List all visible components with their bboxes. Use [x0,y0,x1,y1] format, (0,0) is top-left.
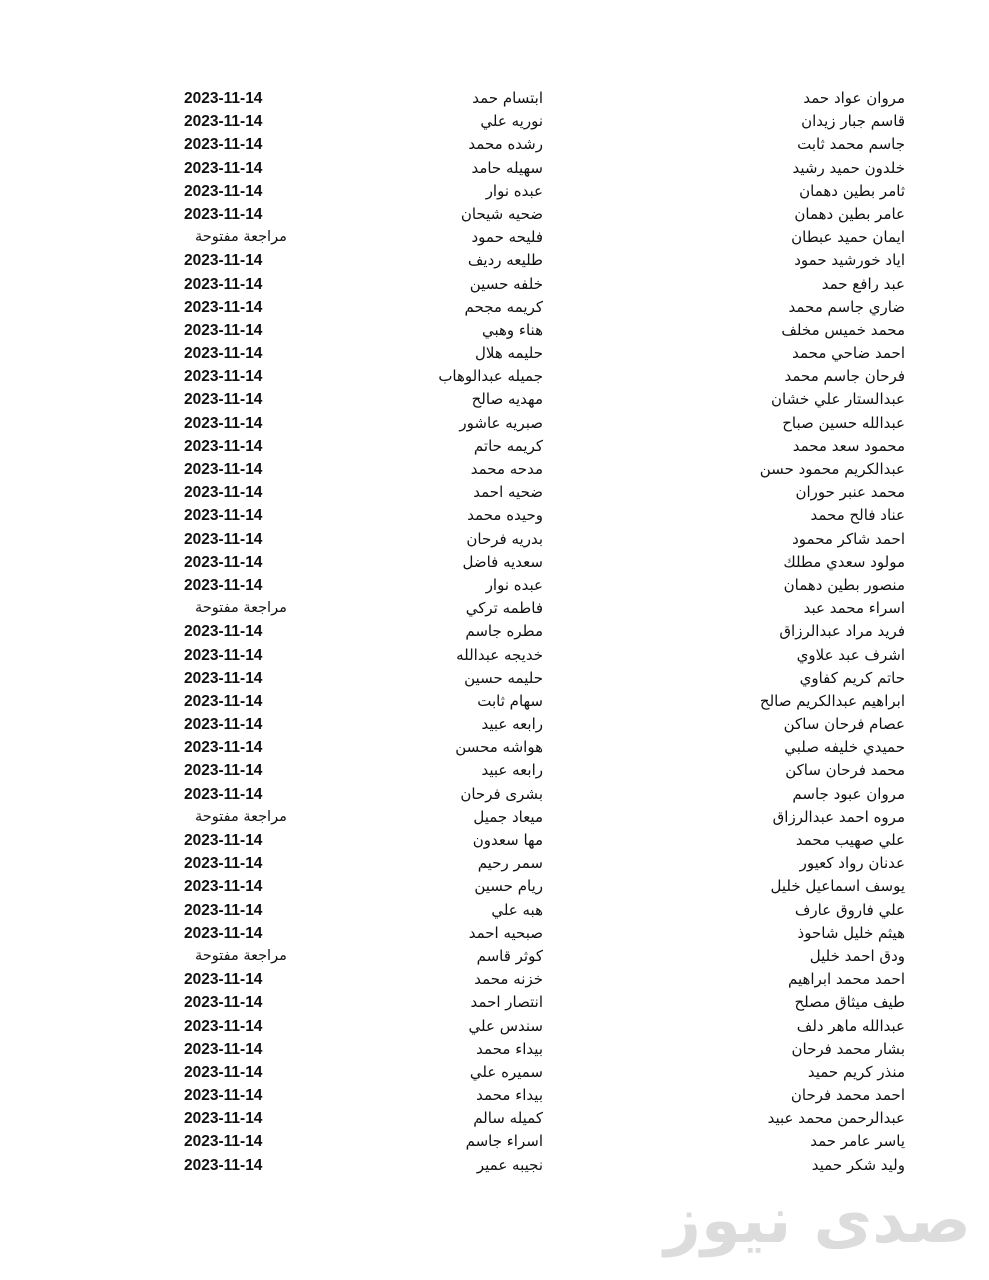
review-date: 2023-11-14 [184,159,263,177]
review-date: 2023-11-14 [184,669,263,687]
table-row [0,806,989,829]
table-row [0,388,989,411]
person-name: عصام فرحان ساكن [783,715,905,734]
mother-name: مهديه صالح [471,390,543,409]
table-row [0,899,989,922]
review-date: 2023-11-14 [184,901,263,919]
mother-name: مها سعدون [472,831,543,849]
table-row [0,273,989,296]
review-date: 2023-11-14 [184,1087,263,1105]
table-row [0,1038,989,1061]
person-name: عبد رافع حمد [821,274,905,293]
review-date: 2023-11-14 [184,345,263,363]
table-row [0,226,989,249]
mother-name: كميله سالم [473,1109,543,1128]
review-date: 2023-11-14 [184,113,263,131]
table-row [0,458,989,481]
review-date: 2023-11-14 [184,368,263,386]
mother-name: بدريه فرحان [466,529,543,548]
mother-name: طليعه رديف [467,251,543,270]
review-status: مراجعة مفتوحة [195,229,287,246]
mother-name: كريمه مجحم [464,297,543,316]
table-row [0,783,989,806]
mother-name: خديجه عبدالله [456,645,543,664]
person-name: محمد عنبر حوران [795,483,905,502]
table-row [0,528,989,551]
table-row [0,667,989,690]
table-row [0,574,989,597]
mother-name: عبده نوار [485,575,543,594]
table-row [0,203,989,226]
review-date: 2023-11-14 [184,762,263,780]
mother-name: حليمه هلال [474,344,543,363]
person-name: ياسر عامر حمد [810,1132,905,1151]
table-row [0,157,989,180]
review-status: مراجعة مفتوحة [195,808,287,825]
person-name: طيف ميثاق مصلح [794,993,905,1012]
table-row [0,922,989,945]
review-date: 2023-11-14 [184,530,263,548]
review-date: 2023-11-14 [184,924,263,942]
person-name: عبدالله ماهر دلف [796,1016,905,1035]
person-name: عبدالله حسين صباح [782,413,905,432]
table-row [0,1015,989,1038]
review-date: 2023-11-14 [184,1063,263,1081]
table-row [0,713,989,736]
person-name: علي فاروق عارف [794,900,905,919]
review-date: 2023-11-14 [184,1156,263,1174]
mother-name: رابعه عبيد [481,761,543,780]
review-date: 2023-11-14 [184,461,263,478]
person-name: مروه احمد عبدالرزاق [772,807,905,826]
mother-name: صبريه عاشور [459,413,543,432]
review-date: 2023-11-14 [184,785,263,803]
review-date: 2023-11-14 [184,646,263,664]
person-name: يوسف اسماعيل خليل [770,877,905,896]
table-row [0,133,989,156]
person-name: عامر بطين دهمان [794,204,905,223]
review-date: 2023-11-14 [184,205,263,223]
review-date: 2023-11-14 [184,90,263,107]
review-date: 2023-11-14 [184,1133,263,1151]
review-date: 2023-11-14 [184,994,263,1012]
mother-name: وحيده محمد [467,506,543,525]
review-date: 2023-11-14 [184,484,263,502]
table-row [0,968,989,991]
table-row [0,1084,989,1107]
mother-name: ضحيه احمد [473,483,543,502]
review-date: 2023-11-14 [184,275,263,293]
table-row [0,249,989,272]
mother-name: بيداء محمد [476,1039,543,1058]
review-date: 2023-11-14 [184,878,263,896]
review-date: 2023-11-14 [184,182,263,200]
table-row [0,551,989,574]
mother-name: ضحيه شيحان [460,204,543,223]
person-name: مروان عبود جاسم [792,784,905,803]
person-name: خلدون حميد رشيد [792,158,905,177]
person-name: علي صهيب محمد [795,831,905,849]
review-date: 2023-11-14 [184,391,263,409]
review-date: 2023-11-14 [184,1017,263,1035]
mother-name: هواشه محسن [455,738,543,757]
names-table [0,87,989,1177]
table-row [0,365,989,388]
review-date: 2023-11-14 [184,136,263,154]
mother-name: كوثر قاسم [476,946,543,965]
mother-name: سهام ثابت [477,691,543,710]
person-name: ايمان حميد عبطان [791,228,905,247]
person-name: محمد فرحان ساكن [785,761,905,780]
table-row [0,991,989,1014]
review-date: 2023-11-14 [184,414,263,432]
mother-name: سهيله حامد [471,158,543,177]
person-name: قاسم جبار زيدان [801,112,905,131]
review-date: 2023-11-14 [184,1110,263,1128]
review-date: 2023-11-14 [184,321,263,339]
review-date: 2023-11-14 [184,692,263,710]
review-date: 2023-11-14 [184,971,263,989]
person-name: احمد محمد فرحان [790,1086,905,1105]
person-name: حاتم كريم كفاوي [799,668,905,687]
review-date: 2023-11-14 [184,553,263,571]
table-row [0,180,989,203]
mother-name: نوريه علي [480,112,543,131]
mother-name: حليمه حسين [464,668,543,687]
table-row [0,412,989,435]
watermark-logo: صدى نيوز [664,1184,971,1258]
table-row [0,620,989,643]
mother-name: سمر رحيم [477,854,543,873]
table-row [0,504,989,527]
mother-name: رابعه عبيد [481,715,543,734]
person-name: مولود سعدي مطلك [783,552,905,571]
table-row [0,690,989,713]
person-name: منصور بطين دهمان [783,575,905,594]
person-name: منذر كريم حميد [807,1062,905,1081]
mother-name: خلفه حسين [469,274,543,293]
person-name: ابراهيم عبدالكريم صالح [759,691,905,710]
table-row [0,759,989,782]
person-name: عبدالكريم محمود حسن [759,460,905,478]
mother-name: جميله عبدالوهاب [438,367,543,386]
review-date: 2023-11-14 [184,623,263,641]
table-row [0,1130,989,1153]
mother-name: سعديه فاضل [462,552,543,571]
mother-name: فاطمه تركي [465,599,543,618]
table-row [0,1154,989,1177]
mother-name: انتصار احمد [470,993,543,1012]
person-name: فرحان جاسم محمد [784,367,905,386]
review-date: 2023-11-14 [184,855,263,873]
mother-name: سندس علي [468,1016,543,1035]
review-date: 2023-11-14 [184,298,263,316]
table-row [0,435,989,458]
person-name: اسراء محمد عبد [803,599,905,618]
mother-name: اسراء جاسم [465,1132,543,1151]
review-date: 2023-11-14 [184,507,263,525]
table-row [0,110,989,133]
table-row [0,597,989,620]
person-name: ضاري جاسم محمد [788,297,905,316]
person-name: اياد خورشيد حمود [794,251,905,270]
review-status: مراجعة مفتوحة [195,947,287,964]
table-row [0,736,989,759]
table-row [0,319,989,342]
mother-name: بشرى فرحان [460,784,543,803]
mother-name: بيداء محمد [476,1086,543,1105]
mother-name: فليحه حمود [471,228,543,247]
person-name: محمد خميس مخلف [781,320,905,339]
table-row [0,1061,989,1084]
person-name: عناد فالح محمد [810,506,905,525]
person-name: فريد مراد عبدالرزاق [779,622,905,641]
person-name: احمد ضاحي محمد [792,344,905,363]
table-row [0,829,989,852]
review-date: 2023-11-14 [184,832,263,849]
person-name: جاسم محمد ثابت [797,135,905,154]
person-name: حميدي خليفه صلبي [784,738,905,757]
table-row [0,342,989,365]
person-name: محمود سعد محمد [792,436,905,455]
person-name: عبدالستار علي خشان [770,390,905,409]
table-row [0,296,989,319]
table-row [0,87,989,110]
mother-name: هناء وهبي [481,320,543,339]
person-name: مروان عواد حمد [803,89,905,107]
person-name: احمد شاكر محمود [792,529,905,548]
person-name: هيثم خليل شاحوذ [797,923,905,942]
person-name: ثامر بطين دهمان [799,181,905,200]
review-date: 2023-11-14 [184,252,263,270]
mother-name: مدحه محمد [470,460,543,478]
person-name: عدنان رواد كعيور [799,854,905,873]
review-status: مراجعة مفتوحة [195,600,287,617]
review-date: 2023-11-14 [184,576,263,594]
mother-name: هبه علي [491,900,543,919]
mother-name: مطره جاسم [465,622,543,641]
mother-name: ريام حسين [474,877,543,896]
review-date: 2023-11-14 [184,437,263,455]
mother-name: سميره علي [469,1062,543,1081]
person-name: عبدالرحمن محمد عبيد [767,1109,905,1128]
person-name: بشار محمد فرحان [791,1039,905,1058]
person-name: اشرف عبد علاوي [796,645,905,664]
mother-name: كريمه حاتم [473,436,543,455]
review-date: 2023-11-14 [184,1040,263,1058]
review-date: 2023-11-14 [184,739,263,757]
mother-name: ابتسام حمد [472,89,543,107]
mother-name: نجيبه عمير [476,1155,543,1174]
table-row [0,852,989,875]
person-name: وليد شكر حميد [811,1155,905,1174]
mother-name: خزنه محمد [474,970,543,989]
table-row [0,945,989,968]
person-name: احمد محمد ابراهيم [788,970,905,989]
person-name: ودق احمد خليل [809,946,905,965]
table-row [0,644,989,667]
mother-name: عبده نوار [485,181,543,200]
review-date: 2023-11-14 [184,716,263,734]
mother-name: صبحيه احمد [468,923,543,942]
mother-name: ميعاد جميل [473,807,543,826]
mother-name: رشده محمد [468,135,543,154]
table-row [0,1107,989,1130]
table-row [0,875,989,898]
table-row [0,481,989,504]
